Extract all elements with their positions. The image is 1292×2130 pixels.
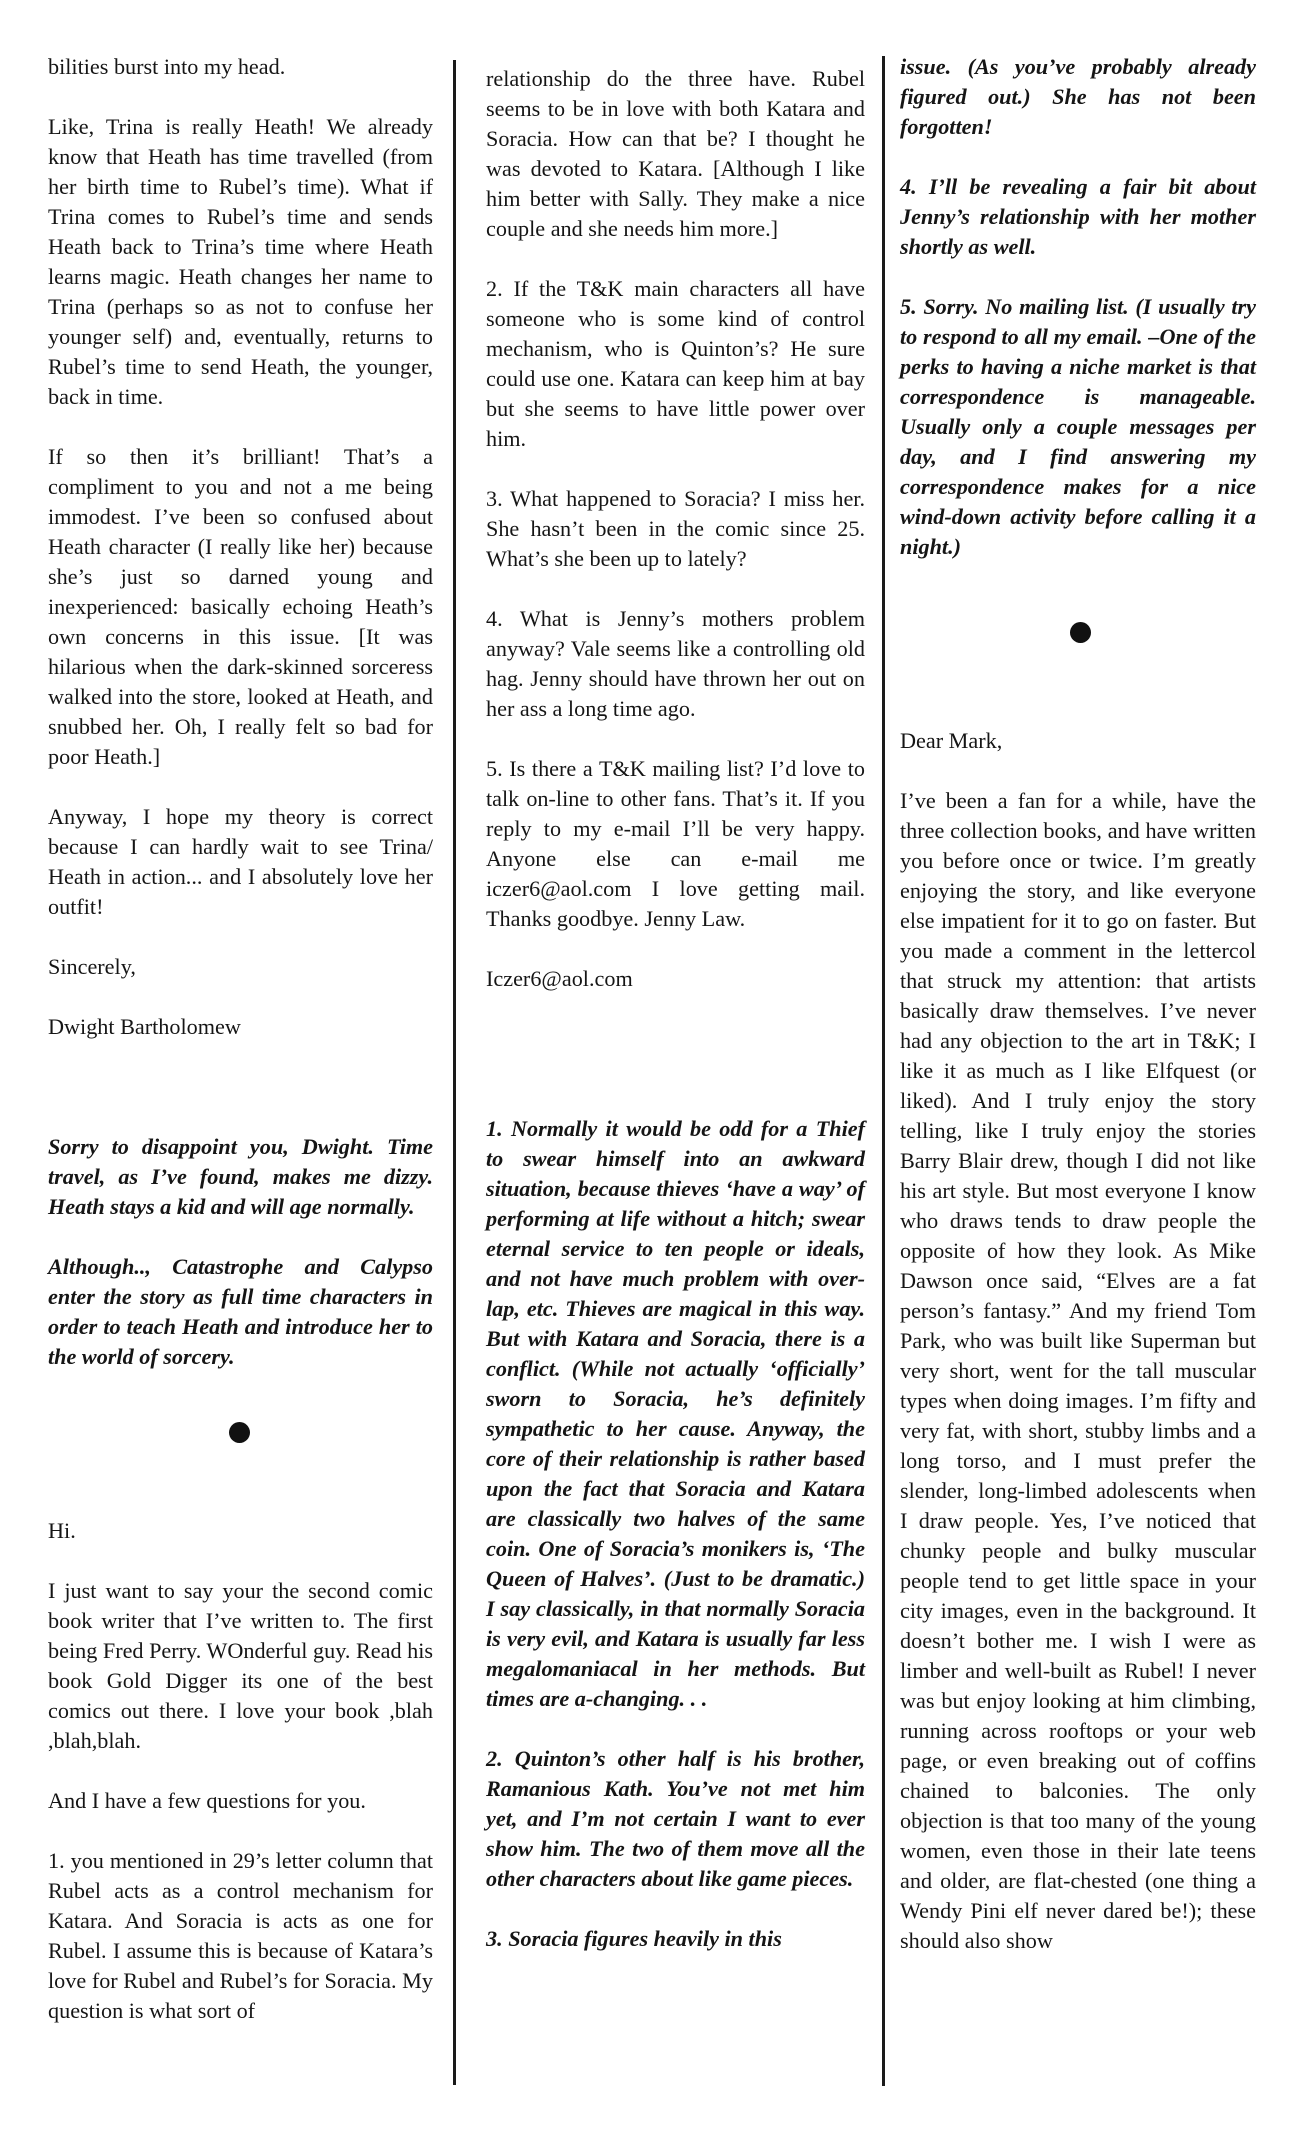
editor-reply: 2. Quinton’s other half is his brother, Ramanious Kath. You’ve not met him yet, and I’m not certain I want to ever show him. The two of them move all the other characters about like game pieces. [486,1746,865,1891]
letter1-paragraph: Like, Trina is really Heath! We already know that Heath has time travelled (from her birth time to Rubel’s time). What if Trina comes to Rubel’s time and sends Heath back to Trina’s time where Heath learns magic. Heath changes her name to Trina (perhaps so as not to confuse her younger self) and, eventually, returns to Rubel’s time to send Heath, the younger, back in time. [48,114,433,409]
letter2-paragraph: I just want to say your the second comic book writer that I’ve written to. The first being Fred Perry. WOnderful guy. Read his book Gold Digger its one of the best comics out there. I love your book ,blah ,blah,blah. [48,1578,433,1753]
letter1-signature: Dwight Bartholomew [48,1014,241,1039]
column-2 [486,64,865,1984]
editor-reply: 3. Soracia figures heavily in this [486,1926,782,1951]
section-separator [48,1422,433,1516]
letter1-signoff: Sincerely, [48,954,136,979]
letter2-question: 2. If the T&K main characters all have someone who is some kind of control mechanism, who is Quinton’s? He sure could use one. Katara can keep him at bay but she seems to have little power over him. [486,276,865,451]
editor-reply: Although.., Catastrophe and Calypso enter the story as full time characters in order to teach Heath and introduce her to the world of sorcery. [48,1254,433,1369]
letter2-question: 3. What happened to Soracia? I miss her. She hasn’t been in the comic since 25. What’s she been up to lately? [486,486,865,571]
letter2-question: 4. What is Jenny’s mothers problem anyway? Vale seems like a controlling old hag. Jenny should have thrown her out on her ass a long time ago. [486,606,865,721]
letter1-paragraph: Anyway, I hope my theory is correct because I can hardly wait to see Trina/ Heath in action... and I absolutely love her outfit! [48,804,433,919]
letter2-paragraph: relationship do the three have. Rubel seems to be in love with both Katara and Soracia. How can that be? I thought he was devoted to Katara. [Although I like him better with Sally. They make a nice couple and she needs him more.] [486,66,865,241]
letter2-email: Iczer6@aol.com [486,966,633,991]
separator-dot [1070,622,1091,643]
column-divider-right [882,56,885,2086]
letter2-question: 5. Is there a T&K mailing list? I’d love to talk on-line to other fans. That’s it. If you reply to my e-mail I’ll be very happy. Anyone else can e-mail me iczer6@aol.com I love getting mail. Thanks goodbye. Jenny Law. [486,756,865,931]
letter1-paragraph: If so then it’s brilliant! That’s a compliment to you and not a me being immodest. I’ve been so confused about Heath character (I really like her) because she’s just so darned young and inexperienced: basically echoing Heath’s own concerns in this issue. [It was hilarious when the dark-skinned sorceress walked into the store, looked at Heath, and snubbed her. Oh, I really felt so bad for poor Heath.] [48,444,433,769]
section-separator [900,622,1256,726]
editor-reply: 4. I’ll be revealing a fair bit about Jenny’s relationship with her mother shortly as well. [900,174,1256,259]
editor-reply: 1. Normally it would be odd for a Thief to swear himself into an awkward situation, because thieves ‘have a way’ of performing at life without a hitch; swear eternal service to ten people or ideals, and not have much problem with over-lap, etc. Thieves are magical in this way. But with Katara and Soracia, there is a conflict. (While not actually ‘officially’ sworn to Soracia, he’s definitely sympathetic to her cause. Anyway, the core of their relationship is rather based upon the fact that Soracia and Katara are classically two halves of the same coin. One of Soracia’s monikers is, ‘The Queen of Halves’. (Just to be dramatic.) I say classically, in that normally Soracia is very evil, and Katara is usually far less megalomaniacal in her methods. But times are a-changing. . . [486,1116,865,1711]
letter2-paragraph: And I have a few questions for you. [48,1788,366,1813]
letter3-paragraph: I’ve been a fan for a while, have the three collection books, and have written you before once or twice. I’m greatly enjoying the story, and like everyone else impatient for it to go on faster. But you made a comment in the lettercol that struck my attention: that artists basically draw themselves. I’ve never had any objection to the art in T&K; I like it as much as I like Elfquest (or liked). And I truly enjoy the story telling, like I truly enjoy the stories Barry Blair drew, though I did not like his art style. But most everyone I know who draws tends to draw people the opposite of how they look. As Mike Dawson once said, “Elves are a fat person’s fantasy.” And my friend Tom Park, who was built like Superman but very short, went for the tall muscular types when doing images. I’m fifty and very fat, with short, stubby limbs and a long torso, and I must prefer the slender, long-limbed adolescents when I draw people. Yes, I’ve noticed that chunky people and bulky muscular people tend to get little space in your city images, even in the background. It doesn’t bother me. I wish I were as limber and well-built as Rubel! I never was but enjoy looking at him climbing, running across rooftops or your web page, or even breaking out of coffins chained to balconies. The only objection is that too many of the young women, even those in their late teens and older, are flat-chested (one thing a Wendy Pini elf never dared be!); these should also show [900,788,1256,1953]
column-divider-left [453,60,456,2085]
column-3 [900,52,1256,1986]
letter1-paragraph: bilities burst into my head. [48,54,286,79]
editor-reply: issue. (As you’ve probably already figured out.) She has not been forgotten! [900,54,1256,139]
column-1 [48,52,433,2056]
letter2-question: 1. you mentioned in 29’s letter column that Rubel acts as a control mechanism for Katara. And Soracia is acts as one for Rubel. I assume this is because of Katara’s love for Rubel and Rubel’s for Soracia. My question is what sort of [48,1848,433,2023]
editor-reply: 5. Sorry. No mailing list. (I usually try to respond to all my email. –One of the perks to having a niche market is that correspondence is manageable. Usually only a couple messages per day, and I find answering my correspondence makes for a nice wind-down activity before calling it a night.) [900,294,1256,559]
letter2-greeting: Hi. [48,1518,76,1543]
editor-reply: Sorry to disappoint you, Dwight. Time travel, as I’ve found, makes me dizzy. Heath stays a kid and will age normally. [48,1134,433,1219]
letter3-greeting: Dear Mark, [900,728,1003,753]
separator-dot [229,1422,250,1443]
